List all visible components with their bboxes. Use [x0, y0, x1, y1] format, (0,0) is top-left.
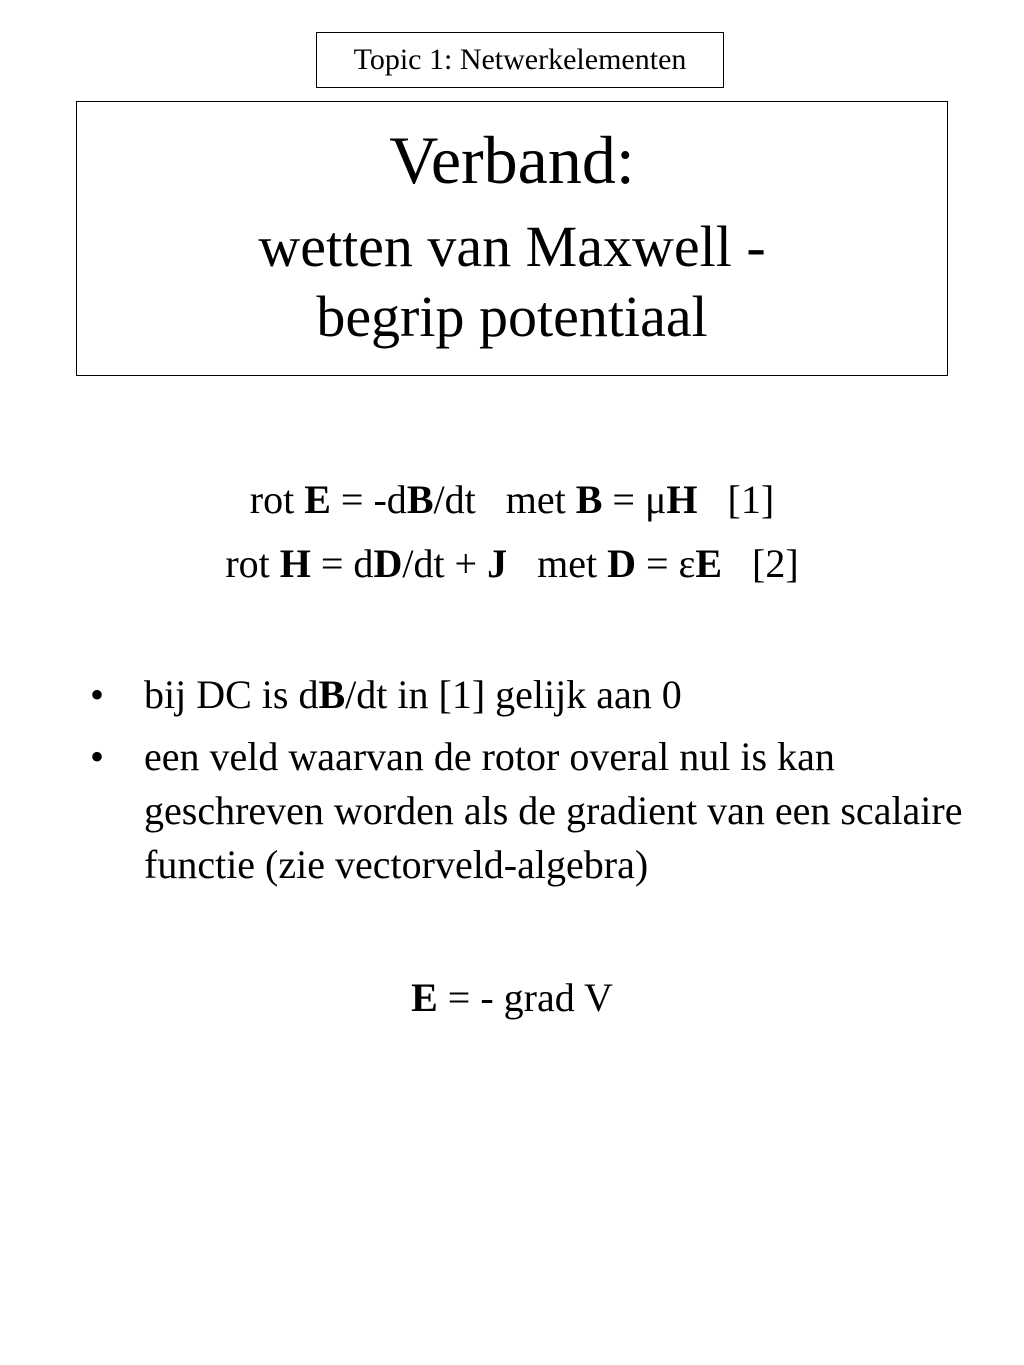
list-item: • bij DC is dB/dt in [1] gelijk aan 0: [88, 668, 968, 722]
bullet-dot: •: [90, 734, 105, 779]
topic-text: Topic 1: Netwerkelementen: [353, 43, 687, 76]
equation-1: rot E = -dB/dt met B = μH [1]: [249, 477, 775, 522]
page-title: Verband:: [389, 122, 635, 198]
list-item: • een veld waarvan de rotor overal nul is kan geschreven worden als de gradient van een scalaire functie (zie vectorveld-algebra): [88, 730, 968, 892]
final-equation: E = - grad V: [411, 975, 613, 1020]
bullet-dot: •: [90, 672, 105, 717]
topic-label: [316, 32, 724, 88]
bullet-list: [88, 668, 968, 900]
title-box: [76, 101, 948, 376]
subtitle-line-2: begrip potentiaal: [316, 284, 708, 349]
subtitle-line-1: wetten van Maxwell -: [258, 214, 766, 279]
equation-2: rot H = dD/dt + J met D = εE [2]: [225, 541, 799, 586]
page-subtitle: [77, 212, 947, 352]
